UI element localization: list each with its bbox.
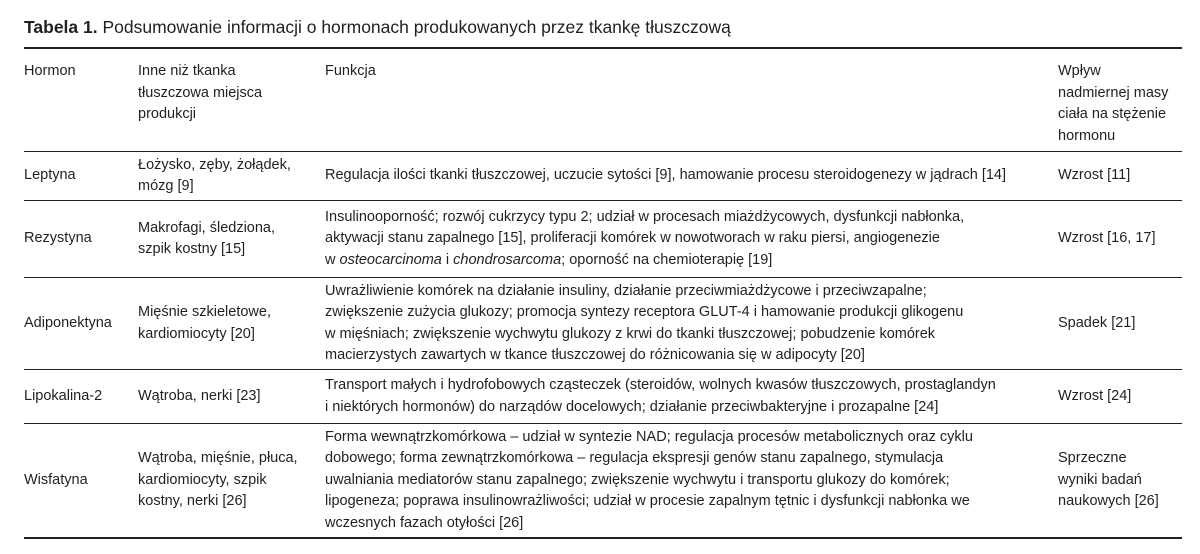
- table-row-adiponektyna-hormon: Adiponektyna: [24, 314, 112, 331]
- table-row-wisfatyna-wplyw: Sprzeczne wyniki badań naukowych [26]: [1058, 450, 1159, 510]
- table-row-wisfatyna-hormon: Wisfatyna: [24, 471, 88, 488]
- table-row-rezystyna-funkcja: Insulinooporność; rozwój cukrzycy typu 2; udział w procesach miażdżycowych, dysfunkcji nabłonka, aktywacji stanu zapalnego [15], proliferacji komórek w nowotworach w raku piersi, angiogenezie w osteocarcinoma i chondrosarcoma; oporność na chemioterapię [19]: [325, 208, 965, 268]
- table-bottom-rule: [24, 537, 1182, 539]
- table-row-lipokalina-miejsca: Wątroba, nerki [23]: [138, 387, 261, 404]
- header-miejsca-produkcji: Inne niż tkanka tłuszczowa miejsca produkcji: [138, 63, 263, 122]
- header-funkcja: Funkcja: [325, 63, 376, 79]
- table-caption-label: Tabela 1.: [24, 17, 98, 37]
- table-caption: [24, 17, 731, 38]
- table-row-leptyna-hormon: Leptyna: [24, 167, 76, 184]
- table-row-rezystyna-miejsca: Makrofagi, śledziona, szpik kostny [15]: [138, 219, 276, 257]
- table-row-leptyna-wplyw: Wzrost [11]: [1058, 167, 1131, 184]
- table-top-rule: [24, 47, 1182, 49]
- table-row-leptyna-miejsca: Łożysko, zęby, żołądek, mózg [9]: [138, 156, 291, 194]
- table-row-rezystyna-hormon: Rezystyna: [24, 230, 92, 247]
- table-row-lipokalina-funkcja: Transport małych i hydrofobowych cząsteczek (steroidów, wolnych kwasów tłuszczowych, prostaglandyn i niektórych hormonów) do narządów docelowych; działanie przeciwbakteryjne i prozapalne [24]: [325, 377, 996, 415]
- header-wplyw: Wpływ nadmiernej masy ciała na stężenie hormonu: [1058, 63, 1169, 144]
- table-row-adiponektyna-miejsca: Mięśnie szkieletowe, kardiomiocyty [20]: [138, 304, 271, 342]
- header-hormon: Hormon: [24, 63, 76, 79]
- table-row-adiponektyna-funkcja: Uwrażliwienie komórek na działanie insuliny, działanie przeciwmiażdżycowe i przeciwzapalne; zwiększenie zużycia glukozy; promocja syntezy receptora GLUT-4 i hamowanie produkcji glikogenu w mięśniach; zwiększenie wychwytu glukozy z krwi do tkanki tłuszczowej; pobudzenie komórek macierzystych zawartych w tkance tłuszczowej do różnicowania się w adipocyty [20]: [325, 282, 964, 363]
- table-row-rezystyna-wplyw: Wzrost [16, 17]: [1058, 230, 1156, 247]
- table-row-wisfatyna-funkcja: Forma wewnątrzkomórkowa – udział w syntezie NAD; regulacja procesów metabolicznych oraz cyklu dobowego; forma zewnątrzkomórkowa – regulacja ekspresji genów stanu zapalnego, stymulacja uwalniania mediatorów stanu zapalnego; zwiększenie wychwytu i transportu glukozy do komórek; lipogeneza; poprawa insulinowrażliwości; udział w procesie zapalnym tętnic i dysfunkcji nabłonka we wczesnych fazach otyłości [26]: [325, 428, 973, 531]
- table-row-lipokalina-wplyw: Wzrost [24]: [1058, 387, 1132, 404]
- table-row-leptyna-funkcja: Regulacja ilości tkanki tłuszczowej, uczucie sytości [9], hamowanie procesu steroidogenezy w jądrach [14]: [325, 167, 1007, 184]
- table-caption-text: Podsumowanie informacji o hormonach produkowanych przez tkankę tłuszczową: [97, 17, 731, 37]
- table-row-lipokalina-hormon: Lipokalina-2: [24, 387, 103, 404]
- table-row-wisfatyna-miejsca: Wątroba, mięśnie, płuca, kardiomiocyty, szpik kostny, nerki [26]: [138, 450, 298, 510]
- table-row-adiponektyna-wplyw: Spadek [21]: [1058, 314, 1136, 331]
